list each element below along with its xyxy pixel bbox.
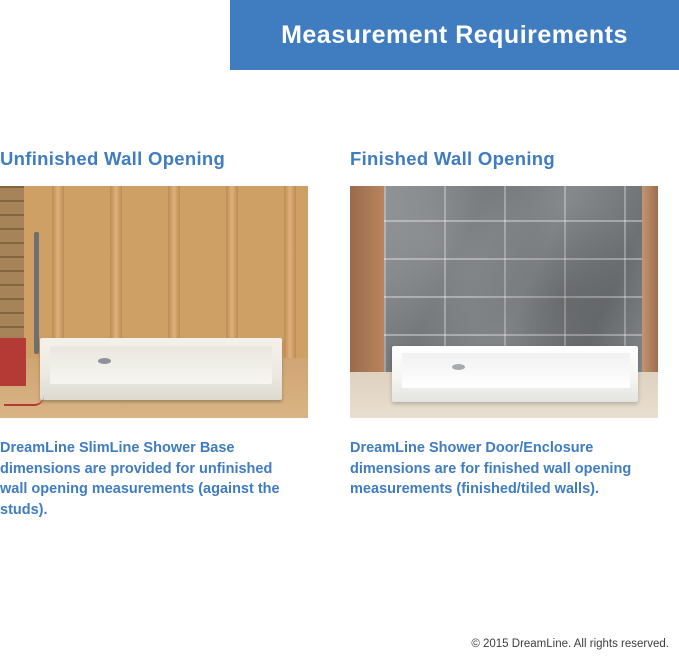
electrical-wire — [4, 396, 44, 406]
plumbing-pipe — [34, 232, 39, 354]
caption-finished: DreamLine Shower Door/Enclosure dimensions are for finished wall opening measurements (finished/tiled walls). — [350, 440, 632, 498]
unfinished-wall-opening-photo — [0, 186, 308, 418]
column-finished — [350, 148, 660, 535]
column-unfinished — [0, 148, 310, 535]
content-columns — [0, 148, 679, 535]
heading-finished-wall-opening: Finished Wall Opening — [350, 148, 556, 169]
shower-base-pan — [402, 353, 630, 388]
wall-stud — [110, 186, 122, 362]
shower-base — [40, 338, 282, 400]
drain-icon — [452, 364, 465, 370]
header-banner — [230, 0, 679, 70]
red-tool-box — [0, 338, 26, 386]
wall-stud — [168, 186, 180, 362]
wall-stud — [226, 186, 238, 362]
finished-wall-opening-photo — [350, 186, 658, 418]
shower-base — [392, 346, 638, 402]
shower-base-pan — [50, 346, 272, 384]
wall-stud — [284, 186, 296, 362]
heading-unfinished-wall-opening: Unfinished Wall Opening — [0, 148, 226, 169]
wall-stud — [52, 186, 64, 362]
drain-icon — [98, 358, 111, 364]
copyright-notice: © 2015 DreamLine. All rights reserved. — [471, 638, 669, 650]
caption-unfinished: DreamLine SlimLine Shower Base dimensions are provided for unfinished wall opening measurements (against the studs). — [0, 440, 280, 518]
osb-wall-sheathing — [22, 186, 308, 362]
page-title: Measurement Requirements — [281, 20, 628, 49]
